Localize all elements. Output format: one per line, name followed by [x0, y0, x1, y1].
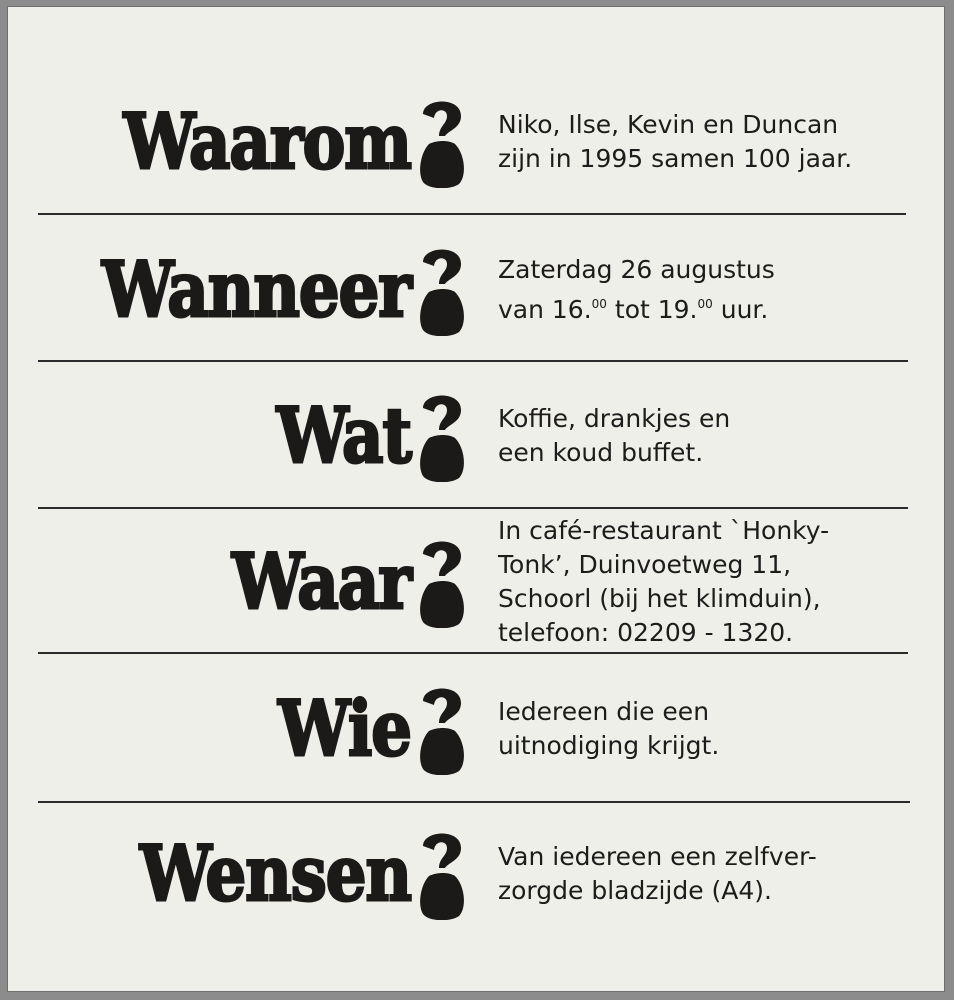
question-mark-icon	[417, 828, 467, 920]
section-wat	[8, 371, 946, 501]
heading-word: Wensen	[139, 829, 411, 919]
text-line: zijn in 1995 samen 100 jaar.	[498, 144, 853, 173]
section-wie	[8, 664, 946, 794]
text-line: Niko, Ilse, Kevin en Duncan	[498, 110, 839, 139]
section-text	[498, 809, 817, 939]
heading-word: Waar	[232, 537, 411, 627]
text-line: Van iedereen een zelfver-	[498, 842, 817, 871]
divider	[38, 801, 910, 803]
section-text	[498, 664, 719, 794]
question-mark-icon	[417, 683, 467, 775]
section-waarom	[8, 77, 946, 207]
section-text	[498, 77, 852, 207]
text-line: Tonk’, Duinvoetweg 11,	[498, 550, 792, 579]
text-line: Schoorl (bij het klimduin),	[498, 584, 821, 613]
section-text	[498, 511, 829, 653]
text-line: een koud buffet.	[498, 438, 704, 467]
text-line: zorgde bladzijde (A4).	[498, 876, 772, 905]
heading-word: Wat	[276, 391, 411, 481]
section-waar	[8, 511, 946, 653]
divider	[38, 360, 908, 362]
question-mark-icon	[417, 536, 467, 628]
question-mark-icon	[417, 390, 467, 482]
heading-wensen	[140, 809, 411, 939]
section-text	[498, 371, 730, 501]
question-mark-icon	[417, 96, 467, 188]
section-wensen	[8, 809, 946, 939]
text-line: Koffie, drankjes en	[498, 404, 731, 433]
text-line: Zaterdag 26 augustus	[498, 255, 775, 284]
heading-word: Wie	[278, 684, 411, 774]
time-line: van 16.00 tot 19.00 uur.	[498, 295, 769, 324]
heading-wat	[277, 371, 411, 501]
heading-wie	[278, 664, 411, 794]
text-line: In café-restaurant `Honky-	[498, 516, 830, 545]
text-line: Iedereen die een	[498, 697, 710, 726]
invitation-page	[7, 6, 945, 992]
heading-waarom	[124, 77, 411, 207]
question-mark-icon	[417, 244, 467, 336]
divider	[38, 507, 908, 509]
section-wanneer	[8, 225, 946, 355]
text-line: telefoon: 02209 - 1320.	[498, 618, 794, 647]
divider	[38, 213, 906, 215]
heading-wanneer	[102, 225, 411, 355]
section-text	[498, 225, 775, 355]
heading-word: Wanneer	[102, 245, 411, 335]
text-line: uitnodiging krijgt.	[498, 731, 720, 760]
heading-word: Waarom	[123, 97, 411, 187]
divider	[38, 652, 908, 654]
heading-waar	[232, 511, 411, 653]
